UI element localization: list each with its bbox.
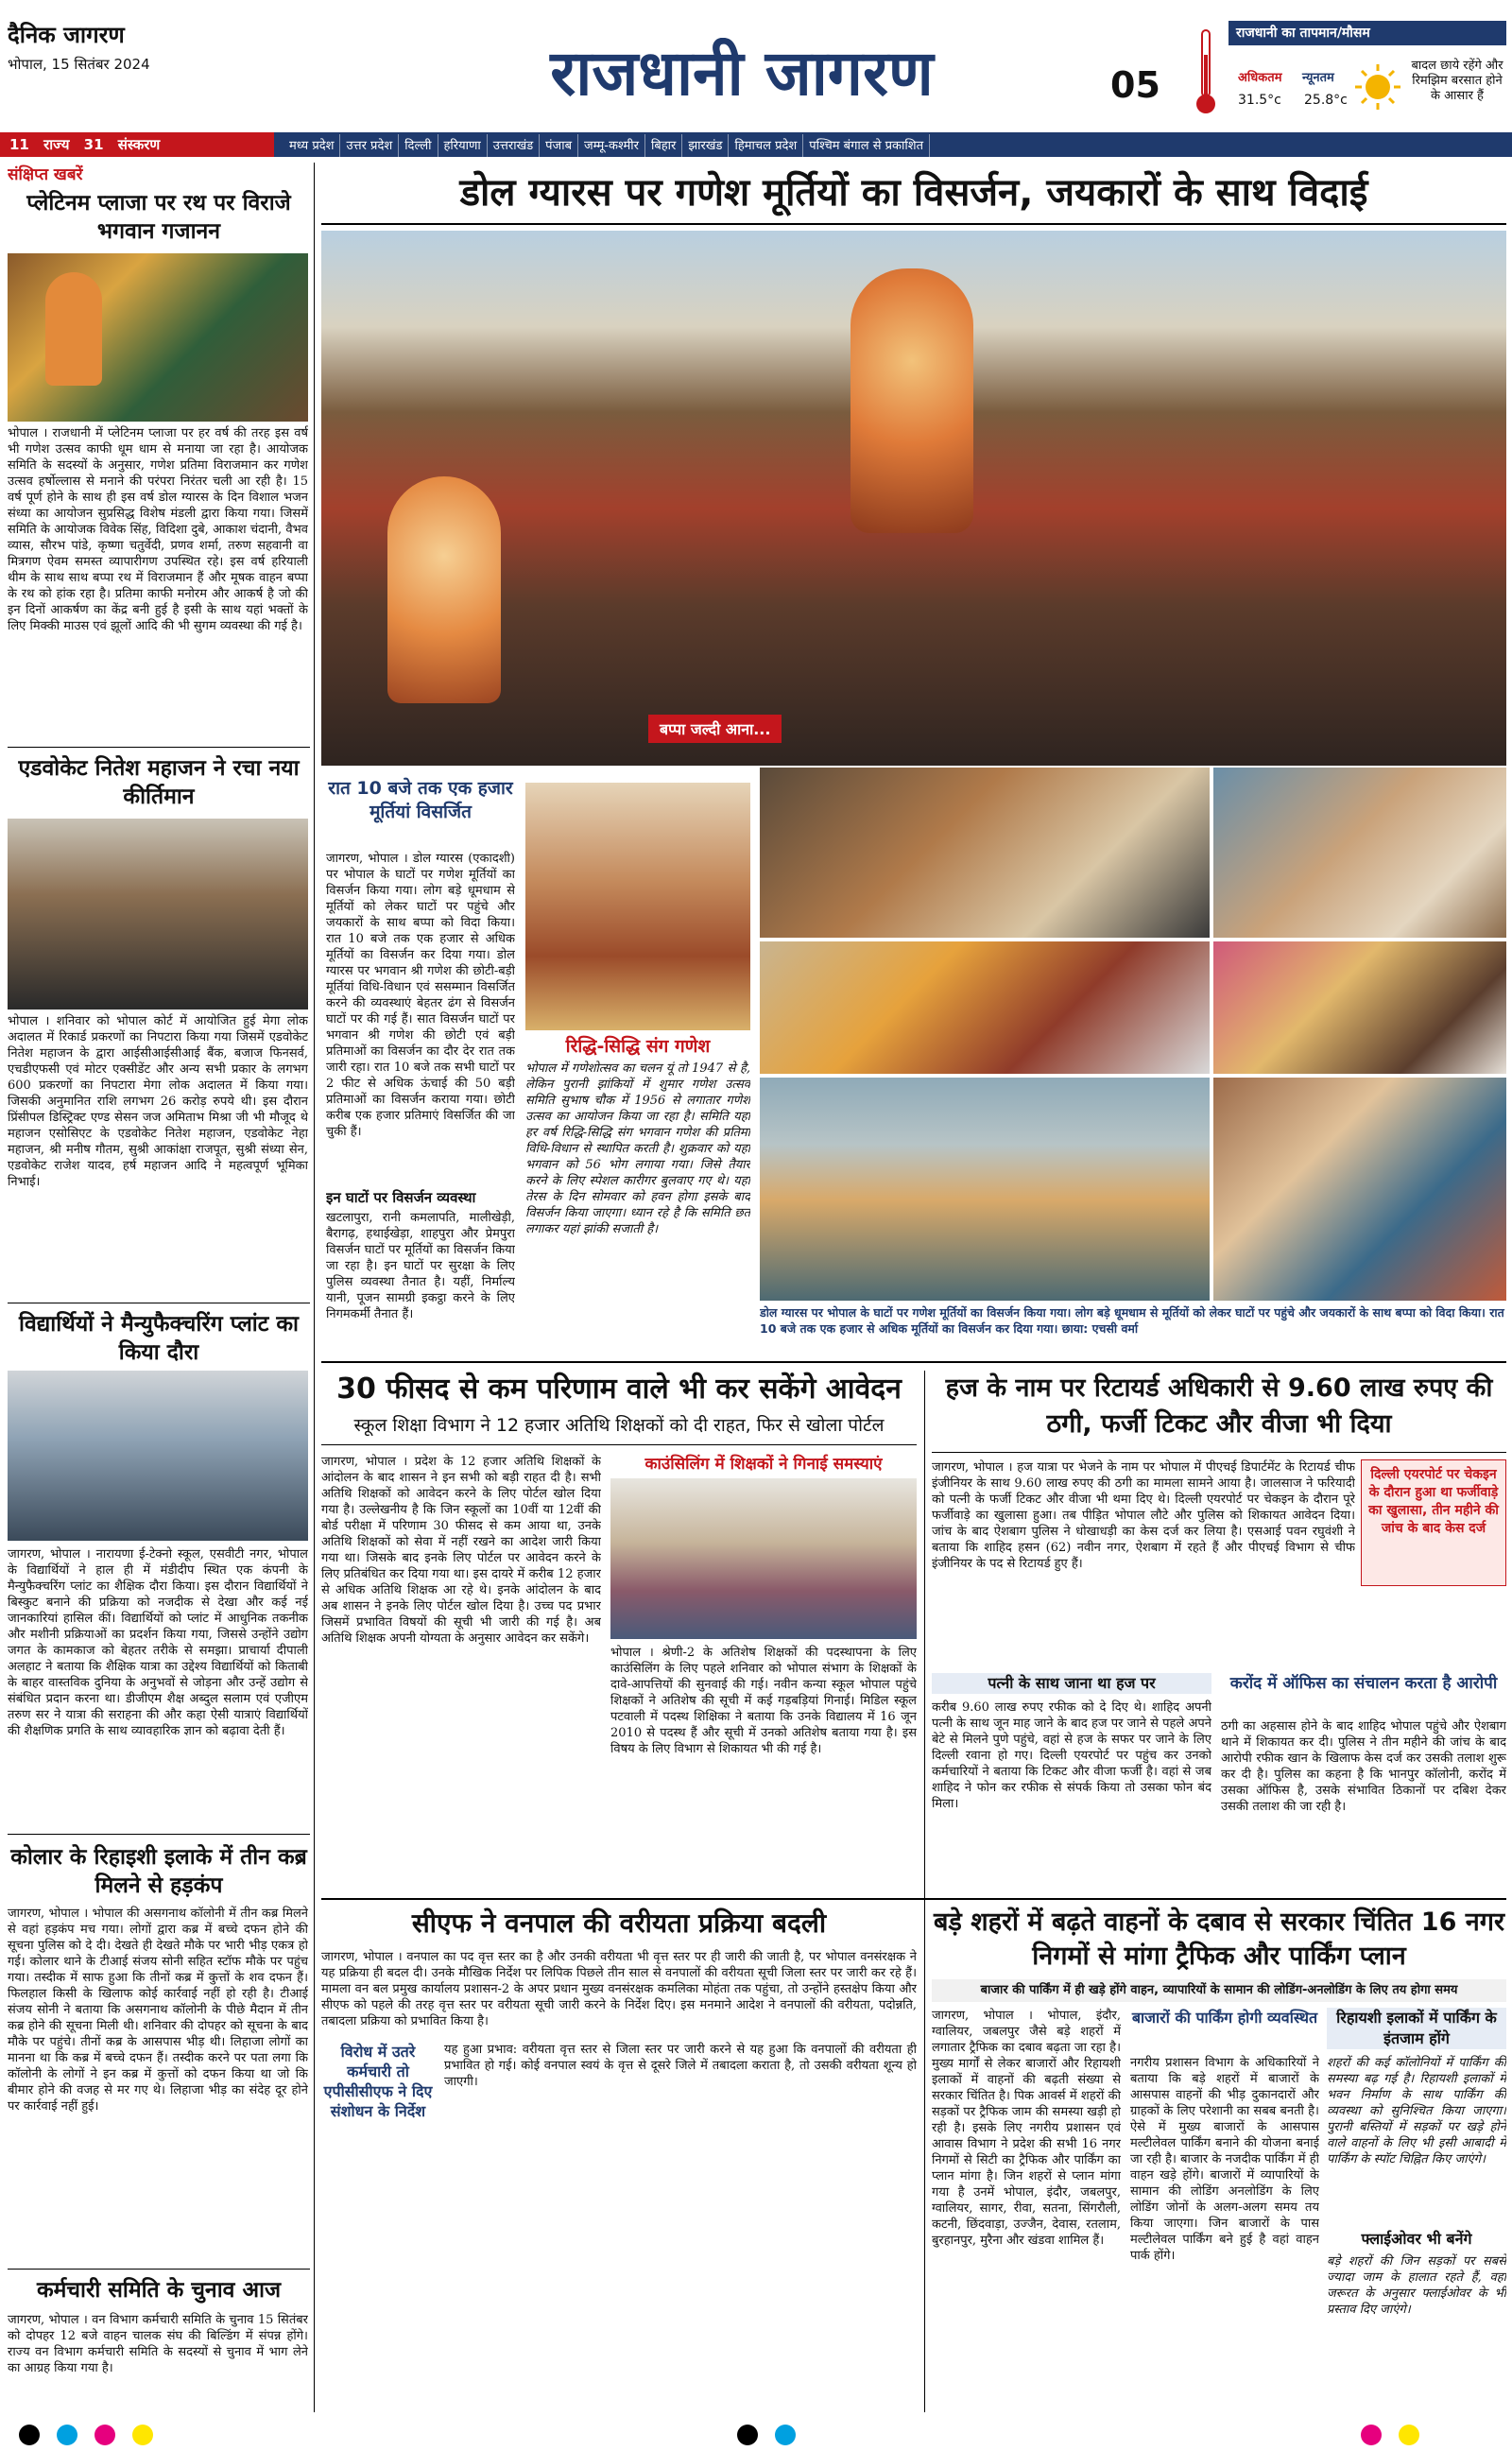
lead-bottom-rule (321, 1361, 1506, 1363)
box-riddhi-siddhi-body: भोपाल में गणेशोत्सव का चलन यूं तो 1947 से है, लेकिन पुरानी झांकियों में शुमार गणेश उत्सव समिति सुभाष चौक में 1956 से लगातार गणेश उत्सव का आयोजन किया जा रहा है। समिति यहां हर वर्ष रिद्धि-सिद्धि संग भगवान गणेश की प्रतिमा विधि-विधान से स्थापित करती है। शुक्रवार को यहां भगवान को 56 भोग लगाया गया। जिसे तैयार करने के लिए स्पेशल कारीगर बुलवाए गए थे। यहां तेरस के दिन सोमवार को हवन होगा इसके बाद विसर्जन किया जाएगा। ध्यान रहे है कि समिति छत लगाकर यहां झांकी सजाती है। (525, 1062, 750, 1236)
photo-caption-tag: बप्पा जल्दी आना... (648, 715, 782, 743)
edition-badge (0, 132, 274, 157)
story5-subhead: बाजार की पार्किंग में ही खड़े होंगे वाहन, व्यापारियों के सामान की लोडिंग-अनलोडिंग के लिए तय होगा समय (932, 1979, 1506, 2002)
story5-body: जागरण, भोपाल । भोपाल, इंदौर, ग्वालियर, जबलपुर जैसे बड़े शहरों में लगातार ट्रैफिक का दबाव बढ़ता जा रहा है। मुख्य मार्गों से लेकर बाजारों और रिहायशी इलाकों में वाहनों की बढ़ती संख्या से सरकार चिंतित है। पिक आवर्स में शहरों की सड़कों पर ट्रैफिक जाम की समस्या खड़ी हो रही है। इसके लिए नगरीय प्रशासन एवं आवास विभाग ने प्रदेश की सभी 16 नगर निगमों से सिटी का ट्रैफिक और पार्किंग का प्लान मांगा है। जिन शहरों से प्लान मांगा गया है उनमें भोपाल, इंदौर, जबलपुर, ग्वालियर, सागर, रीवा, सतना, सिंगरौली, कटनी, छिंदवाड़ा, उज्जैन, देवास, रतलाम, बुरहानपुर, मुरैना और खंडवा शामिल हैं। (932, 2009, 1121, 2248)
vertical-rule-mid (924, 1371, 925, 2412)
photo-family-with-idol (1213, 941, 1506, 1074)
photo-immersion-water (760, 1078, 1210, 1301)
sidebar-body-advocate: भोपाल । शनिवार को भोपाल कोर्ट में आयोजित हुई मेगा लोक अदालत में रिकार्ड प्रकरणों का निपटारा किया गया जिसमें एडवोकेट नितेश महाजन के द्वारा आईसीआईसीआई बैंक, बजाज फिनसर्व, एचडीएफसी एवं मोटर एक्सीडेंट और अन्य सभी प्रकार के लगभग 600 प्रकरणों का निपटारा मेगा लोक अदालत में किया गया। जिसकी अनुमानित राशि लगभग 26 करोड़ रुपये थी। इस दौरान प्रिंसीपल डिस्ट्रिक्ट एण्ड सेसन जज अमिताभ मिश्रा जी भी मौजूद थे महाजन एसोसिएट के एडवोकेट नितेश महाजन, एडवोकेट नेहा महाजन, श्री मनीष गौतम, सुश्री आकांक्षा राजपूत, सुश्री संध्या सेन, एडवोकेट राजेश यादव, हर्ष महाजन आदि ने महत्वपूर्ण भूमिका निभाई। (8, 1014, 308, 1189)
sidebar-rule-1 (8, 747, 310, 748)
story3-sub1-body: करीब 9.60 लाख रुपए रफीक को दे दिए थे। शाहिद अपनी पत्नी के साथ जून माह जाने के बाद हज पर जाने से पहले अपने बेटे से मिलने पुणे पहुंचे, वहां से हज के सफर पर जाने के लिए दिल्ली रवाना हो गए। दिल्ली एयरपोर्ट पर पहुंच कर उनको कर्मचारियों ने बताया कि टिकट और वीजा फर्जी है। वहां से जब शाहिद ने फोन कर रफीक से संपर्क किया तो उसका फोन बंद मिला। (932, 1700, 1211, 1811)
edition-states-label: राज्य (43, 136, 70, 153)
max-label: अधिकतम (1238, 71, 1282, 85)
sidebar-body-platinum-plaza: भोपाल । राजधानी में प्लेटिनम प्लाजा पर हर वर्ष की तरह इस वर्ष भी गणेश उत्सव काफी धूम धाम से मनाया जा रहा है। आयोजक समिति के सदस्यों के अनुसार, गणेश प्रतिमा विराजमान कर गणेश उत्सव हर्षोल्लास से मनाने की परंपरा निरंतर चली आ रही है। 15 वर्ष पूर्ण होने के साथ ही इस वर्ष डोल ग्यारस के दिन विशाल भजन संध्या का आयोजन सुप्रसिद्ध विशेष मंडली द्वारा किया गया। जिसमें समिति के आयोजक विवेक सिंह, विदिशा दुबे, आकाश चंदानी, वैभव व्यास, सौरभ पांडे, कृष्णा चतुर्वेदी, प्रणव शर्मा, तरुण सहवानी वा मित्रगण ऐवम समस्त व्यापारीगण उपस्थित रहे। इस वर्ष हरियाली थीम के साथ साथ बप्पा रथ में विराजमान हैं और मूषक वाहन बप्पा के रथ को हांक रहा है। प्रतिमा काफी मनोरम और आकर्ष है जो की इन दिनों आकर्षण का केंद्र बनी हुई है इसी के साथ यहां भक्तों के लिए मिक्की माउस एवं झूलों आदि की भी सुगम व्यवस्था की गई है। (8, 426, 308, 633)
states-list (284, 132, 930, 157)
sidebar-body-committee-election: जागरण, भोपाल । वन विभाग कर्मचारी समिति के चुनाव 15 सितंबर को दोपहर 12 बजे वाहन चालक संघ की बिल्डिंग में संपन्न होंगे। राज्य वन विभाग कर्मचारी समिति के सदस्यों से चुनाव में भाग लेने का आग्रह किया गया है। (8, 2313, 308, 2375)
mid-bottom-rule (321, 1898, 1506, 1900)
registration-mark (57, 2425, 77, 2445)
state-item: दिल्ली (399, 134, 438, 159)
registration-mark (1361, 2425, 1382, 2445)
sidebar-headline-committee-election: कर्मचारी समिति के चुनाव आज (36, 2278, 282, 2303)
photo-ganesh-idol-left (387, 476, 501, 703)
story5-box1-body: नगरीय प्रशासन विभाग के अधिकारियों ने बताया कि बड़े शहरों में बाजारों के आसपास वाहनों की भीड़ दुकानदारों और ग्राहकों के लिए परेशानी का सबब बनती है। ऐसे में मुख्य बाजारों के आसपास मल्टीलेवल पार्किंग बनाने की योजना बनाई जा रही है। बाजार के नजदीक पार्किंग में ही वाहन खड़े होंगे। बाजारों में व्यापारियों के सामान की लोडिंग अनलोडिंग के लिए लोडिंग जोनों के अलग-अलग समय तय किया जाएगा। जिन बाजारों के पास मल्टीलेवल पार्किंग बने हुई है वहां वाहन पार्क होंगे। (1130, 2056, 1319, 2263)
state-item: मध्य प्रदेश (284, 134, 340, 159)
lead-subhead: रात 10 बजे तक एक हजार मूर्तियां विसर्जित (328, 778, 513, 822)
story5-box2-body: शहरों की कई कॉलोनियों में पार्किंग की समस्या बढ़ गई है। रिहायशी इलाकों में भवन निर्माण के साथ पार्किंग की व्यवस्था को सुनिश्चित किया जाएगा। पुरानी बस्तियों में सड़कों पर खड़े होने वाले वाहनों के लिए भी इसी आबादी में पार्किंग के स्पॉट चिह्नित किए जाएंगे। (1327, 2056, 1506, 2166)
lead-body: जागरण, भोपाल । डोल ग्यारस (एकादशी) पर भोपाल के घाटों पर गणेश मूर्तियों का विसर्जन किया गया। लोग बड़े धूमधाम से मूर्तियों को लेकर घाटों पर पहुंचे और जयकारों के साथ बप्पा को विदा किया। रात 10 बजे तक एक हजार से अधिक मूर्तियों का विसर्जन कर दिया गया। डोल ग्यारस पर भगवान श्री गणेश की छोटी-बड़ी मूर्तियां विधि-विधान एवं ससम्मान विसर्जित करने की व्यवस्थाएं बेहतर ढंग से विसर्जन घाटों पर की गई हैं। सात विसर्जन घाटों पर भगवान श्री गणेश की छोटी एवं बड़ी प्रतिमाओं का विसर्जन का दौर देर रात तक जारी रहा। रात 10 बजे तक सभी घाटों पर 2 फीट से अधिक ऊंचाई की 50 बड़ी प्रतिमाओं का विसर्जन कराया गया। छोटी करीब एक हजार प्रतिमाएं विसर्जित की जा चुकी हैं। (326, 852, 515, 1139)
state-item: हिमाचल प्रदेश (729, 134, 803, 159)
page-number: 05 (1110, 64, 1160, 106)
story5-box2-sub-body: बड़े शहरों की जिन सड़कों पर सबसे ज्यादा जाम के हालात रहते हैं, वहां जरूरत के अनुसार फ्लाईओवर के भी प्रस्ताव दिए जाएंगे। (1327, 2254, 1506, 2317)
state-item: जम्मू-कश्मीर (578, 134, 645, 159)
edition-editions-label: संस्करण (117, 136, 161, 153)
story2-rule (321, 1444, 917, 1445)
photo-riddhi-siddhi-girls (525, 783, 750, 1030)
story4-body-cont: यह हुआ प्रभाव: वरीयता वृत्त स्तर से जिला स्तर पर जारी करने से यह हुआ कि वनपालों की वरीयता ही प्रभावित हो गई। कोई वनपाल स्वयं के वृत्त से दूसरे जिले में तबादला कराता है, तो उसकी वरीयता शून्य हो जाएगी। (444, 2043, 917, 2089)
registration-mark (94, 2425, 115, 2445)
registration-mark (132, 2425, 153, 2445)
registration-mark (19, 2425, 40, 2445)
story3-body: जागरण, भोपाल । हज यात्रा पर भेजने के नाम पर भोपाल में पीएचई डिपार्टमेंट के रिटायर्ड चीफ इंजीनियर के साथ 9.60 लाख रुपए की ठगी का मामला सामने आया है। जालसाज ने फरियादी को पत्नी के फर्जी टिकट और वीजा भी थमा दिए थे। दिल्ली एयरपोर्ट पर चेकइन के दौरान पूरे फर्जीवाड़े का खुलासा हुआ। तब पीड़ित भोपाल लौटे और पुलिस को शिकायत आवेदन दिया। जांच के बाद ऐशबाग पुलिस ने धोखाधड़ी का केस दर्ज कर लिया है। एसआई पवन रघुवंशी ने बताया कि शाहिद हसन (62) नवीन नगर, ऐशबाग में रहते हैं और पीएचई विभाग से चीफ इंजीनियर के पद से रिटायर्ड हुए हैं। (932, 1460, 1355, 1571)
photo-teachers-counselling (610, 1478, 917, 1639)
photo-immersion-procession (321, 231, 1506, 766)
state-item: झारखंड (682, 134, 729, 159)
sidebar-headline-kolar: कोलार के रिहाइशी इलाके में तीन कब्र मिलने से हड़कंप (10, 1845, 307, 1898)
dateline: भोपाल, 15 सितंबर 2024 (8, 56, 150, 73)
story4-pullquote: विरोध में उतरे कर्मचारी तो एपीसीसीएफ ने दिए संशोधन के निर्देश (323, 2043, 433, 2120)
max-temp: 31.5°c (1238, 93, 1281, 108)
state-item: उत्तर प्रदेश (340, 134, 399, 159)
state-item: उत्तराखंड (488, 134, 540, 159)
page-title: राजधानी जागरण (550, 38, 934, 110)
weather-title: राजधानी का तापमान/मौसम (1228, 21, 1506, 45)
lead-body-ghats: खटलापुरा, रानी कमलापति, मालीखेड़ी, बैरागढ़, हथाईखेड़ा, शाहपुरा और प्रेमपुरा विसर्जन घाटों पर मूर्तियों का विसर्जन किया जा रहा है। इन घाटों पर सुरक्षा के लिए पुलिस व्यवस्था तैनात है। यहीं, निर्माल्य यानी, पूजन सामग्री इकट्ठा करने के लिए निगमकर्मी तैनात हैं। (326, 1211, 515, 1321)
sidebar-body-students: जागरण, भोपाल । नारायणा ई-टेक्नो स्कूल, एसवीटी नगर, भोपाल के विद्यार्थियों ने हाल ही में मंडीदीप स्थित एक कंपनी के मैन्युफैक्चरिंग प्लांट का शैक्षिक दौरा किया। इस दौरान विद्यार्थियों ने बिस्कुट बनाने की प्रक्रिया को नजदीक से देखा और कई नई जानकारियां हासिल कीं। विद्यार्थियों को प्लांट में आधुनिक तकनीक और मशीनी प्रक्रियाओं का प्रदर्शन किया गया, जिससे उन्होंने उद्योग जगत के कामकाज को बेहतर तरीके से समझा। प्राचार्या दीपाली अलहाट ने बताया कि शैक्षिक यात्रा का उद्देश्य विद्यार्थियों को किताबी के बाहर वास्तविक दुनिया के अनुभवों से जोड़ना और उन्हें उद्योग से संबंधित प्रदान करना था। डीजीएम शैक्ष अब्दुल सलाम एवं एजीएम तरुण सर ने यात्रा की सराहना की और कहा ऐसी यात्राएं विद्यार्थियों की शैक्षणिक प्रगति के साथ व्यावहारिक ज्ञान को बढ़ावा देती हैं। (8, 1547, 308, 1738)
edition-count-editions: 31 (83, 136, 104, 153)
story2-box-headline: काउंसिलिंग में शिक्षकों ने गिनाई समस्याएं (644, 1455, 883, 1474)
thermometer-icon (1195, 26, 1216, 117)
min-label: न्यूनतम (1302, 71, 1334, 85)
registration-mark (775, 2425, 796, 2445)
story3-headline: हज के नाम पर रिटायर्ड अधिकारी से 9.60 लाख रुपए की ठगी, फर्जी टिकट और वीजा भी दिया (945, 1373, 1493, 1439)
story5-box2-title: रिहायशी इलाकों में पार्किंग के इंतजाम होंगे (1327, 2008, 1506, 2049)
sidebar-rule-3 (8, 1834, 310, 1835)
sidebar-body-kolar: जागरण, भोपाल । भोपाल की असगनाथ कॉलोनी में तीन कब्र मिलने से वहां हड़कंप मच गया। लोगों द्वारा कब्र में बच्चे दफन होने की सूचना पुलिस को दे दी। देखते ही देखते मौके पर भारी भीड़ एकत्र हो गई। कोलार थाने के टीआई संजय सोनी सहित स्टॉफ मौके पर पहुंच गया। तस्दीक में साफ हुआ कि तीनों कब्र में कुत्तों के शव दफन हैं। फिलहाल किसी के खिलाफ कोई कार्रवाई नहीं हो रही है। टीआई संजय सोनी ने बताया कि असगनाथ कॉलोनी के पीछे मैदान में तीन कब्र होने की सूचना मिली थी। शनिवार की दोपहर को सूचना के बाद मौके पर पहुंचे। तीनों कब्र के आसपास भीड़ थी। लिहाजा लोगों का मानना था कि कब्र में बच्चे दफन हैं। तस्दीक करने पर पता लगा कि कॉलोनी के लोगों ने इन कब्र में कुत्तों को दफन किया था जो कि बीमार होने की वजह से मर गए थे। लिहाजा भीड़ का संदेह दूर होने पर कार्रवाई नहीं हुई। (8, 1907, 308, 2114)
state-item: हरियाणा (438, 134, 488, 159)
story4-headline: सीएफ ने वनपाल की वरीयता प्रक्रिया बदली (411, 1907, 827, 1939)
state-item: पश्चिम बंगाल से प्रकाशित (803, 134, 930, 159)
story5-box1-title: बाजारों की पार्किंग होगी व्यवस्थित (1131, 2009, 1318, 2027)
photo-students-plant-visit (8, 1371, 308, 1541)
photo-platinum-plaza-ganesh (8, 253, 308, 422)
sidebar-section-label: संक्षिप्त खबरें (8, 165, 83, 184)
photo-ganesh-idol-shape (45, 272, 102, 386)
story2-body: जागरण, भोपाल । प्रदेश के 12 हजार अतिथि शिक्षकों के आंदोलन के बाद शासन ने इन सभी को बड़ी राहत दी है। सभी अतिथि शिक्षकों को आवेदन करने के लिए पोर्टल खोल दिया गया है। उल्लेखनीय है कि जिन स्कूलों का 10वीं या 12वीं की बोर्ड परीक्षा में परिणाम 30 फीसद से कम आया था, उनके अतिथि शिक्षकों को सेवा में नहीं रखने का आदेश जारी किया गया था। जिसके बाद इनके लिए पोर्टल पर आवेदन करने के लिए प्रतिबंधित कर दिया गया था। इस दायरे में करीब 12 हजार से अधिक अतिथि शिक्षक आ रहे थे। इनके आंदोलन के बाद अब शासन ने इनके लिए पोर्टल खोल दिया है। उच्च पद प्रभार जिसमें प्रभावित विषयों की सूची भी जारी की गई है। अब अतिथि शिक्षक अपनी योग्यता के अनुसार आवेदन कर सकेंगे। (321, 1455, 601, 1646)
story3-pullquote: दिल्ली एयरपोर्ट पर चेकइन के दौरान हुआ था फर्जीवाड़े का खुलासा, तीन महीने की जांच के बाद केस दर्ज (1361, 1459, 1506, 1586)
edition-bar (0, 132, 1512, 157)
sun-cloud-icon (1353, 62, 1402, 112)
story4-body: जागरण, भोपाल । वनपाल का पद वृत्त स्तर का है और उनकी वरीयता भी वृत्त स्तर पर ही जारी की जाती है, पर भोपाल वनसंरक्षक ने यह प्रक्रिया ही बदल दी। उनके मौखिक निर्देश पर लिपिक पिछले तीन साल से वनपालों की वरीयता सूची जिला स्तर पर जारी कर रहे हैं। मामला वन बल प्रमुख कार्यालय प्रशासन-2 के अपर प्रधान मुख्य वनसंरक्षक कमलिका मोहंता तक पहुंचा, तो उन्होंने हस्तक्षेप किया और सीएफ को पहले की तरह वृत्त स्तर पर वरीयता सूची जारी करने के निर्देश दिए। इस मनमाने आदेश ने वनपालों की वरीयता, पदोन्नति, तबादला प्रक्रिया को प्रभावित किया है। (321, 1950, 917, 2028)
sidebar-rule-4 (8, 2269, 310, 2270)
sidebar-headline-students: विद्यार्थियों ने मैन्युफैक्चरिंग प्लांट का किया दौरा (19, 1312, 299, 1365)
story5-headline: बड़े शहरों में बढ़ते वाहनों के दबाव से सरकार चिंतित 16 नगर निगमों से मांगा ट्रैफिक और पार्किंग प्लान (934, 1907, 1504, 1971)
lead-headline-rule (321, 223, 1506, 225)
sidebar-headline-advocate: एडवोकेट नितेश महाजन ने रचा नया कीर्तिमान (18, 756, 300, 809)
min-temp: 25.8°c (1304, 93, 1348, 108)
edition-count-states: 11 (9, 136, 29, 153)
story5-box2-sub: फ्लाईओवर भी बनेंगे (1361, 2230, 1472, 2248)
lead-subhead-ghats: इन घाटों पर विसर्जन व्यवस्था (326, 1189, 476, 1206)
story3-rule (932, 1452, 1506, 1453)
registration-mark (737, 2425, 758, 2445)
photo-ghat-idol-closeup (760, 941, 1210, 1074)
story3-sub2-title: करोंद में ऑफिस का संचालन करता है आरोपी (1229, 1674, 1498, 1693)
state-item: पंजाब (540, 134, 578, 159)
photo-advocate-felicitation (8, 819, 308, 1010)
lead-photo-caption: डोल ग्यारस पर भोपाल के घाटों पर गणेश मूर्तियों का विसर्जन किया गया। लोग बड़े धूमधाम से मूर्तियों को लेकर घाटों पर पहुंचे और जयकारों के साथ बप्पा को विदा किया। रात 10 बजे तक एक हजार से अधिक मूर्तियों का विसर्जन कर दिया गया। छाया: एचसी वर्मा (760, 1305, 1504, 1336)
paper-name: दैनिक जागरण (8, 22, 125, 48)
story3-sub1-title: पत्नी के साथ जाना था हज पर (932, 1673, 1211, 1694)
photo-ghat-devotees-1 (760, 768, 1210, 938)
sidebar-headline-platinum-plaza: प्लेटिनम प्लाजा पर रथ पर विराजे भगवान गजानन (26, 191, 291, 244)
weather-forecast: बादल छाये रहेंगे और रिमझिम बरसात होने के आसार हैं (1411, 59, 1503, 103)
photo-ghat-devotees-2 (1213, 768, 1506, 938)
story2-headline: 30 फीसद से कम परिणाम वाले भी कर सकेंगे आवेदन (336, 1372, 902, 1406)
sidebar-divider-vertical (314, 163, 315, 2412)
photo-ganesh-idol-float (850, 268, 973, 533)
box-riddhi-siddhi-title: रिद्धि-सिद्धि संग गणेश (565, 1036, 711, 1057)
photo-women-with-idol (1213, 1078, 1506, 1301)
story2-subhead: स्कूल शिक्षा विभाग ने 12 हजार अतिथि शिक्षकों को दी राहत, फिर से खोला पोर्टल (353, 1415, 885, 1436)
story3-sub2-body: ठगी का अहसास होने के बाद शाहिद भोपाल पहुंचे और ऐशबाग थाने में शिकायत कर दी। पुलिस ने तीन महीने की जांच के बाद आरोपी रफीक खान के खिलाफ केस दर्ज कर उसकी तलाश शुरू कर दी है। पुलिस का कहना है कि भानपुर कॉलोनी, करोंद में उसका ऑफिस है, उसके संभावित ठिकानों पर दबिश देकर उसकी तलाश की जा रही है। (1221, 1719, 1506, 1814)
story2-box-body: भोपाल । श्रेणी-2 के अतिशेष शिक्षकों की पदस्थापना के लिए काउंसिलिंग के लिए पहले शनिवार को भोपाल संभाग के शिक्षकों के दावे-आपत्तियों की सुनवाई की गई। नवीन कन्या स्कूल भोपाल पहुंचे शिक्षकों ने अतिशेष की सूची में कई गड़बड़ियां गिनाई। मिडिल स्कूल पटवाली में पदस्थ शिक्षिका ने बताया कि उनके विद्यालय में 16 जून 2010 से पदस्थ हैं और सूची में उनको अतिशेष बताया गया है। इस विषय के लिए विभाग से शिकायत भी की गई है। (610, 1646, 917, 1756)
registration-mark (1399, 2425, 1419, 2445)
lead-headline: डोल ग्यारस पर गणेश मूर्तियों का विसर्जन, जयकारों के साथ विदाई (459, 171, 1368, 215)
state-item: बिहार (645, 134, 682, 159)
